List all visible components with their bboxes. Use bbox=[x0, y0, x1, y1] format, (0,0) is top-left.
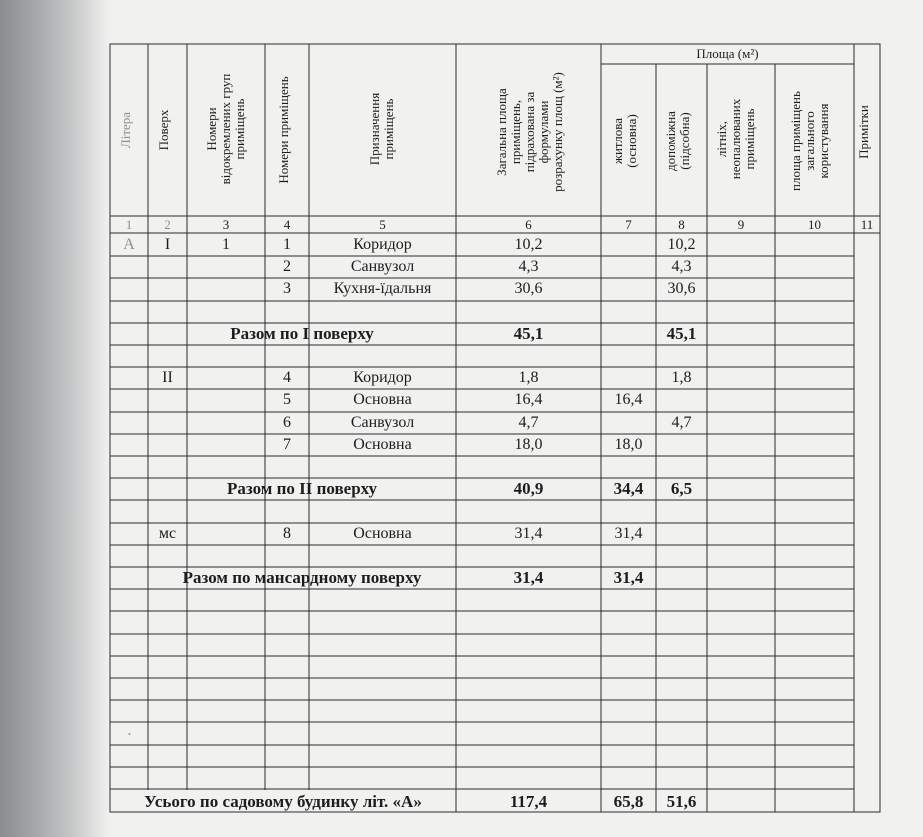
cell-purpose: Коридор bbox=[353, 236, 412, 253]
header-room-numbers: Номери приміщень bbox=[276, 76, 291, 184]
cell-living: 31,4 bbox=[613, 568, 644, 587]
cell-aux: 1,8 bbox=[671, 369, 692, 386]
column-number: 10 bbox=[808, 217, 821, 232]
header-room-groups: Номери відокремлених груп приміщень bbox=[204, 73, 247, 185]
cell-room: 3 bbox=[283, 280, 291, 297]
column-number: 4 bbox=[283, 217, 291, 232]
header-room-purpose: Призначення приміщень bbox=[367, 92, 396, 166]
cell-group: 1 bbox=[222, 236, 230, 253]
header-auxiliary-area: допоміжна (підсобна) bbox=[663, 111, 692, 171]
cell-total: 4,7 bbox=[518, 414, 539, 431]
footer-total: 117,4 bbox=[509, 792, 548, 811]
header-living-area: житлова (основна) bbox=[610, 114, 639, 168]
cell-purpose: Санвузол bbox=[350, 258, 415, 275]
cell-room: 5 bbox=[283, 391, 291, 408]
cell-floor: І bbox=[164, 236, 171, 253]
column-number: 3 bbox=[222, 217, 230, 232]
cell-room: 6 bbox=[283, 414, 291, 431]
cell-room: 7 bbox=[283, 436, 291, 453]
header-notes: Примітки bbox=[856, 105, 871, 159]
cell-room: 2 bbox=[283, 258, 291, 275]
cell-living: 16,4 bbox=[614, 391, 643, 408]
cell-total: 16,4 bbox=[514, 391, 543, 408]
cell-purpose: Кухня-їдальня bbox=[333, 280, 432, 297]
cell-total: 1,8 bbox=[518, 369, 539, 386]
header-summer-area: літніх, неопалюваних приміщень bbox=[714, 98, 757, 180]
header-floor: Поверх bbox=[156, 109, 171, 151]
column-number: 7 bbox=[625, 217, 632, 232]
cell-total: 31,4 bbox=[514, 525, 543, 542]
cell-purpose: Коридор bbox=[353, 369, 412, 386]
column-number: 11 bbox=[860, 217, 874, 232]
cell-litera: А bbox=[123, 236, 135, 253]
header-total-area: Загальна площа приміщень, підрахована за формулами розрахунку площ (м²) bbox=[494, 72, 565, 192]
footer-living: 65,8 bbox=[613, 792, 644, 811]
cell-aux: 4,7 bbox=[671, 414, 692, 431]
cell-total: 40,9 bbox=[513, 479, 544, 498]
cell-aux: 4,3 bbox=[671, 258, 692, 275]
footer-auxiliary: 51,6 bbox=[666, 792, 697, 811]
cell-room: 8 bbox=[283, 525, 291, 542]
cell-total: 10,2 bbox=[514, 236, 543, 253]
column-number: 2 bbox=[164, 217, 171, 232]
cell-aux: 6,5 bbox=[670, 479, 693, 498]
footer-label: Усього по садовому будинку літ. «А» bbox=[144, 792, 422, 811]
cell-room: 4 bbox=[283, 369, 291, 386]
cell-aux: 10,2 bbox=[667, 236, 696, 253]
cell-living: 18,0 bbox=[614, 436, 643, 453]
column-number: 1 bbox=[125, 217, 133, 232]
column-number: 6 bbox=[525, 217, 532, 232]
cell-aux: 45,1 bbox=[666, 324, 697, 343]
cell-purpose: Основна bbox=[353, 525, 412, 542]
summary-label: Разом по мансардному поверху bbox=[182, 568, 422, 587]
cell-total: 18,0 bbox=[514, 436, 543, 453]
column-number: 8 bbox=[678, 217, 685, 232]
summary-label: Разом по І поверху bbox=[230, 324, 374, 343]
cell-living: 31,4 bbox=[614, 525, 643, 542]
cell-purpose: Основна bbox=[353, 436, 412, 453]
cell-purpose: Санвузол bbox=[350, 414, 415, 431]
cell-total: 4,3 bbox=[518, 258, 539, 275]
column-number: 9 bbox=[737, 217, 745, 232]
cell-total: 45,1 bbox=[513, 324, 544, 343]
cell-room: 1 bbox=[283, 236, 291, 253]
header-area-group: Площа (м²) bbox=[696, 46, 759, 61]
header-litera: Літера bbox=[118, 111, 133, 149]
cell-total: 30,6 bbox=[514, 280, 543, 297]
cell-floor: мс bbox=[158, 525, 177, 542]
cell-living: 34,4 bbox=[613, 479, 644, 498]
cell-floor: ІІ bbox=[162, 369, 173, 386]
column-number: 5 bbox=[379, 217, 386, 232]
cell-purpose: Основна bbox=[353, 391, 412, 408]
cell-total: 31,4 bbox=[513, 568, 544, 587]
header-common-area: площа приміщень загального користування bbox=[788, 91, 831, 191]
cell-aux: 30,6 bbox=[667, 280, 696, 297]
summary-label: Разом по ІІ поверху bbox=[226, 479, 378, 498]
